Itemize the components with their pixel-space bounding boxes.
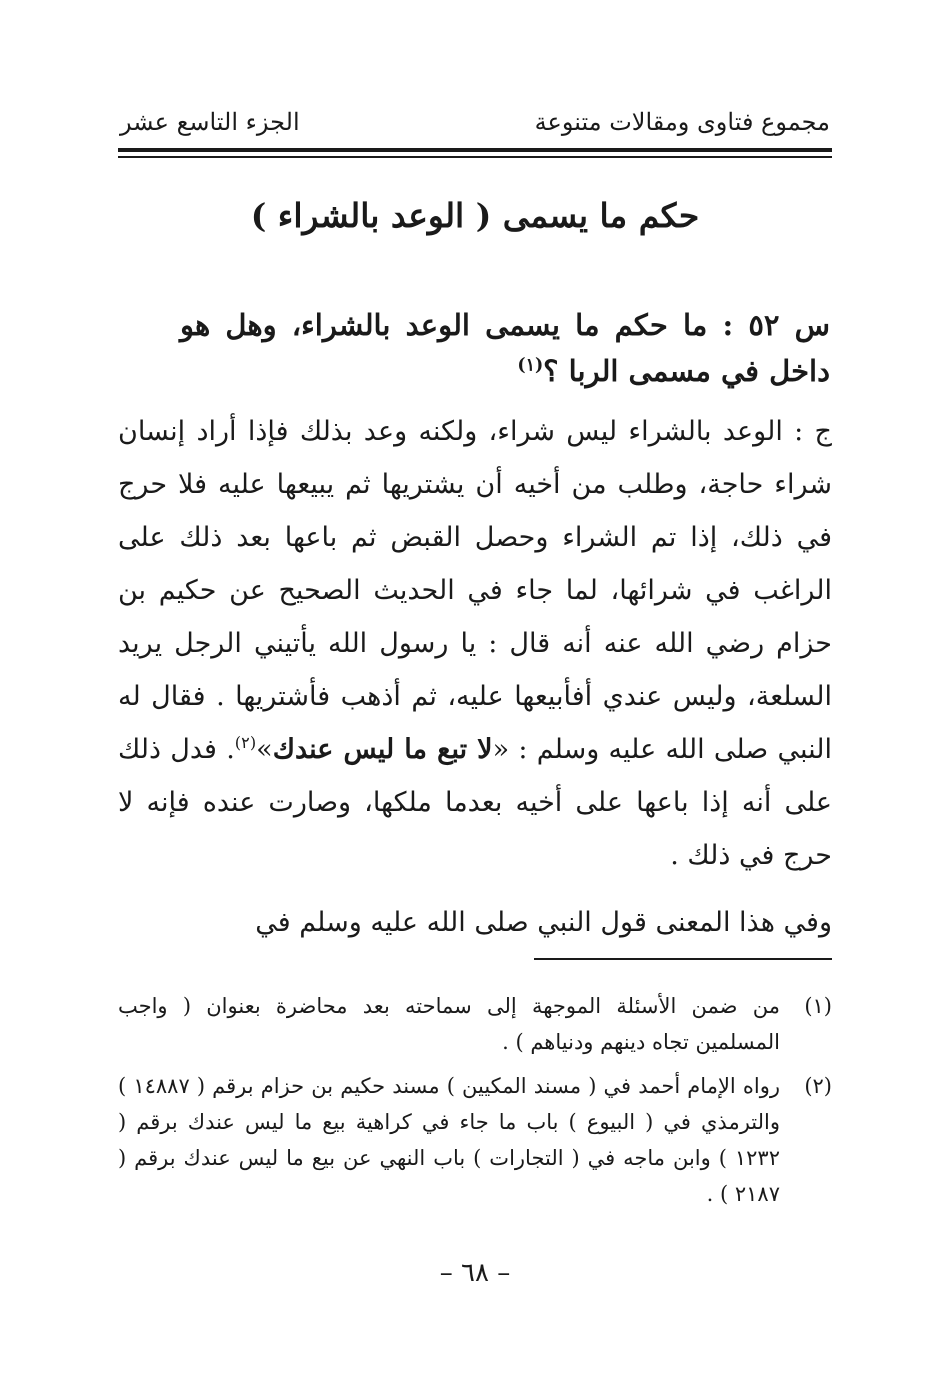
hadith-quote: لا تبع ما ليس عندك [272, 734, 493, 765]
footnote-number: (٢) [804, 1074, 832, 1098]
question [180, 302, 830, 394]
answer-text-1: ج : الوعد بالشراء ليس شراء، ولكنه وعد بذلك فإذا أراد إنسان شراء حاجة، وطلب من أخيه أن يشتريها ثم يبيعها عليه فلا حرج في ذلك، إذا تم الشراء وحصل القبض ثم باعها بعد ذلك على الراغب في شرائها، لما جاء في الحديث الصحيح عن حكيم بن حزام رضي الله عنه أنه قال : يا رسول الله يأتيني الرجل يريد السلعة، وليس عندي أفأبيعها عليه، ثم أذهب فأشتريها . فقال له النبي صلى الله عليه وسلم : « [118, 416, 832, 765]
answer-text-2: » [256, 734, 273, 765]
answer-text-3: . فدل ذلك على أنه إذا باعها على أخيه بعدما ملكها، وصارت عنده فإنه لا حرج في ذلك . [118, 734, 832, 871]
footnote-separator [534, 958, 832, 960]
footnote-number: (١) [804, 994, 832, 1018]
footnotes [118, 988, 832, 1220]
footnote-2 [118, 1068, 832, 1212]
answer-body [118, 405, 832, 949]
footnote-text: رواه الإمام أحمد في ( مسند المكيين ) مسند حكيم بن حزام برقم ( ١٤٨٨٧ ) والترمذي في ( البيوع ) باب ما جاء في كراهية بيع ما ليس عندك برقم ( ١٢٣٢ ) وابن ماجه في ( التجارات ) باب النهي عن بيع ما ليس عندك برقم ( ٢١٨٧ ) . [118, 1074, 780, 1206]
page-number: – ٦٨ – [439, 1258, 511, 1288]
footnote-text: من ضمن الأسئلة الموجهة إلى سماحته بعد محاضرة بعنوان ( واجب المسلمين تجاه دينهم ودنياهم ) . [118, 994, 780, 1054]
footnote-1 [118, 988, 832, 1060]
question-footnote-ref[interactable]: (١) [517, 355, 544, 376]
continuation-paragraph: وفي هذا المعنى قول النبي صلى الله عليه وسلم في [255, 907, 832, 938]
header-rule-thin [118, 156, 832, 158]
running-header [120, 108, 830, 146]
answer-paragraph [118, 405, 832, 882]
question-text: س ٥٢ : ما حكم ما يسمى الوعد بالشراء، وهل هو داخل في مسمى الربا ؟ [180, 308, 830, 388]
answer-footnote-ref[interactable]: (٢) [234, 733, 257, 752]
book-title: مجموع فتاوى ومقالات متنوعة [534, 108, 830, 136]
header-rule-thick [118, 148, 832, 152]
section-title: حكم ما يسمى ( الوعد بالشراء ) [250, 196, 700, 235]
volume-label: الجزء التاسع عشر [120, 108, 300, 136]
